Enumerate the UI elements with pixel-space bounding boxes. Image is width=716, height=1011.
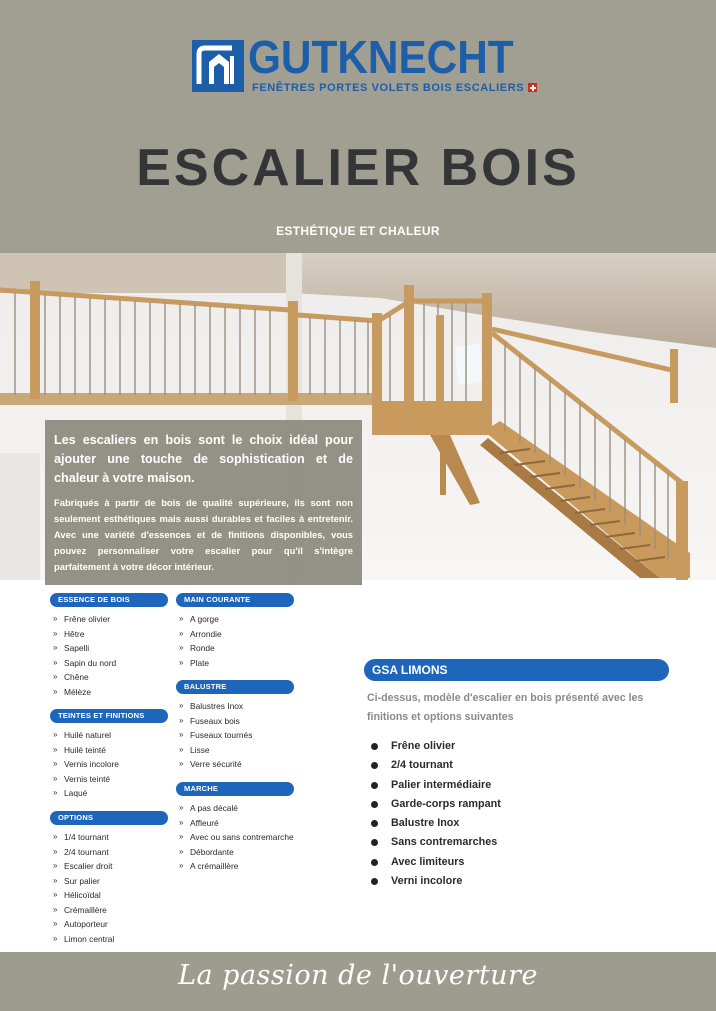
- list-item: » Vernis teinté: [50, 772, 168, 787]
- intro-box: [45, 420, 362, 585]
- list-item: » Hélicoïdal: [50, 888, 168, 903]
- list-item: » Autoporteur: [50, 917, 168, 932]
- list-item: » Débordante: [176, 845, 294, 860]
- category-header: MARCHE: [176, 782, 294, 796]
- brand-name: GUTKNECHT: [248, 31, 514, 83]
- category-list: [176, 801, 294, 874]
- category-main-courante: [176, 593, 294, 670]
- list-item: » Sapin du nord: [50, 656, 168, 671]
- list-item: » Laqué: [50, 786, 168, 801]
- list-item: » 1/4 tournant: [50, 830, 168, 845]
- list-item: » Huilé teinté: [50, 743, 168, 758]
- list-item: » Limon central: [50, 932, 168, 947]
- gutknecht-logo: [192, 31, 532, 100]
- list-item: » Sapelli: [50, 641, 168, 656]
- list-item: » Affleuré: [176, 816, 294, 831]
- list-item: » Crémaillère: [50, 903, 168, 918]
- list-item: » Verre sécurité: [176, 757, 294, 772]
- list-item: » Vernis incolore: [50, 757, 168, 772]
- intro-body: Fabriqués à partir de bois de qualité supérieure, ils sont non seulement esthétiques mais aussi durables et faciles à entretenir. Avec une variété d'essences et de finitions disponibles, vous pouvez personnaliser votre escalier pour qu'il s'intègre parfaitement à votre décor intérieur.: [54, 497, 353, 572]
- list-item: » Mélèze: [50, 685, 168, 700]
- page-subtitle: ESTHÉTIQUE ET CHALEUR: [276, 224, 440, 238]
- category-header: BALUSTRE: [176, 680, 294, 694]
- list-item: » Fuseaux tournés: [176, 728, 294, 743]
- category-teintes-et-finitions: [50, 709, 168, 801]
- list-item: » Balustres Inox: [176, 699, 294, 714]
- category-list: [176, 612, 294, 670]
- gsa-feature-list: [364, 737, 669, 891]
- list-item: Palier intermédiaire: [370, 776, 669, 795]
- list-item: » Arrondie: [176, 627, 294, 642]
- list-item: » A gorge: [176, 612, 294, 627]
- list-item: » A pas décalé: [176, 801, 294, 816]
- list-item: » Avec ou sans contremarche: [176, 830, 294, 845]
- category-essence-de-bois: [50, 593, 168, 699]
- list-item: Garde-corps rampant: [370, 795, 669, 814]
- list-item: » A crémaillère: [176, 859, 294, 874]
- intro-lead: Les escaliers en bois sont le choix idéal pour ajouter une touche de sophistication et de chaleur à votre maison.: [54, 433, 353, 485]
- list-item: » Huilé naturel: [50, 728, 168, 743]
- brand-tagline: [252, 82, 537, 94]
- list-item: Frêne olivier: [370, 737, 669, 756]
- list-item: » Hêtre: [50, 627, 168, 642]
- gsa-description: Ci-dessus, modèle d'escalier en bois présenté avec les finitions et options suivantes: [367, 692, 644, 723]
- list-item: » Escalier droit: [50, 859, 168, 874]
- header-band: [0, 0, 716, 253]
- category-list: [50, 612, 168, 699]
- logo-mark-icon: [192, 40, 244, 92]
- list-item: » Plate: [176, 656, 294, 671]
- list-item: » Ronde: [176, 641, 294, 656]
- footer-slogan: La passion de l'ouverture: [178, 960, 538, 991]
- list-item: » Frêne olivier: [50, 612, 168, 627]
- category-header: TEINTES ET FINITIONS: [50, 709, 168, 723]
- category-marche: [176, 782, 294, 874]
- swiss-flag-icon: [528, 83, 537, 92]
- category-header: MAIN COURANTE: [176, 593, 294, 607]
- footer-band: [0, 952, 716, 1011]
- gsa-limons-section: [364, 659, 669, 891]
- list-item: » 2/4 tournant: [50, 845, 168, 860]
- category-balustre: [176, 680, 294, 772]
- list-item: Verni incolore: [370, 872, 669, 891]
- category-header: OPTIONS: [50, 811, 168, 825]
- category-list: [50, 728, 168, 801]
- list-item: » Chêne: [50, 670, 168, 685]
- list-item: Balustre Inox: [370, 814, 669, 833]
- list-item: 2/4 tournant: [370, 756, 669, 775]
- list-item: Sans contremarches: [370, 833, 669, 852]
- category-header: ESSENCE DE BOIS: [50, 593, 168, 607]
- category-list: [50, 830, 168, 946]
- list-item: Avec limiteurs: [370, 853, 669, 872]
- page-title: ESCALIER BOIS: [136, 139, 580, 197]
- category-list: [176, 699, 294, 772]
- list-item: » Lisse: [176, 743, 294, 758]
- brand-tagline-text: FENÊTRES PORTES VOLETS BOIS ESCALIERS: [252, 82, 525, 94]
- gsa-header: GSA LIMONS: [364, 659, 669, 681]
- list-item: » Fuseaux bois: [176, 714, 294, 729]
- list-item: » Sur palier: [50, 874, 168, 889]
- category-options: [50, 811, 168, 946]
